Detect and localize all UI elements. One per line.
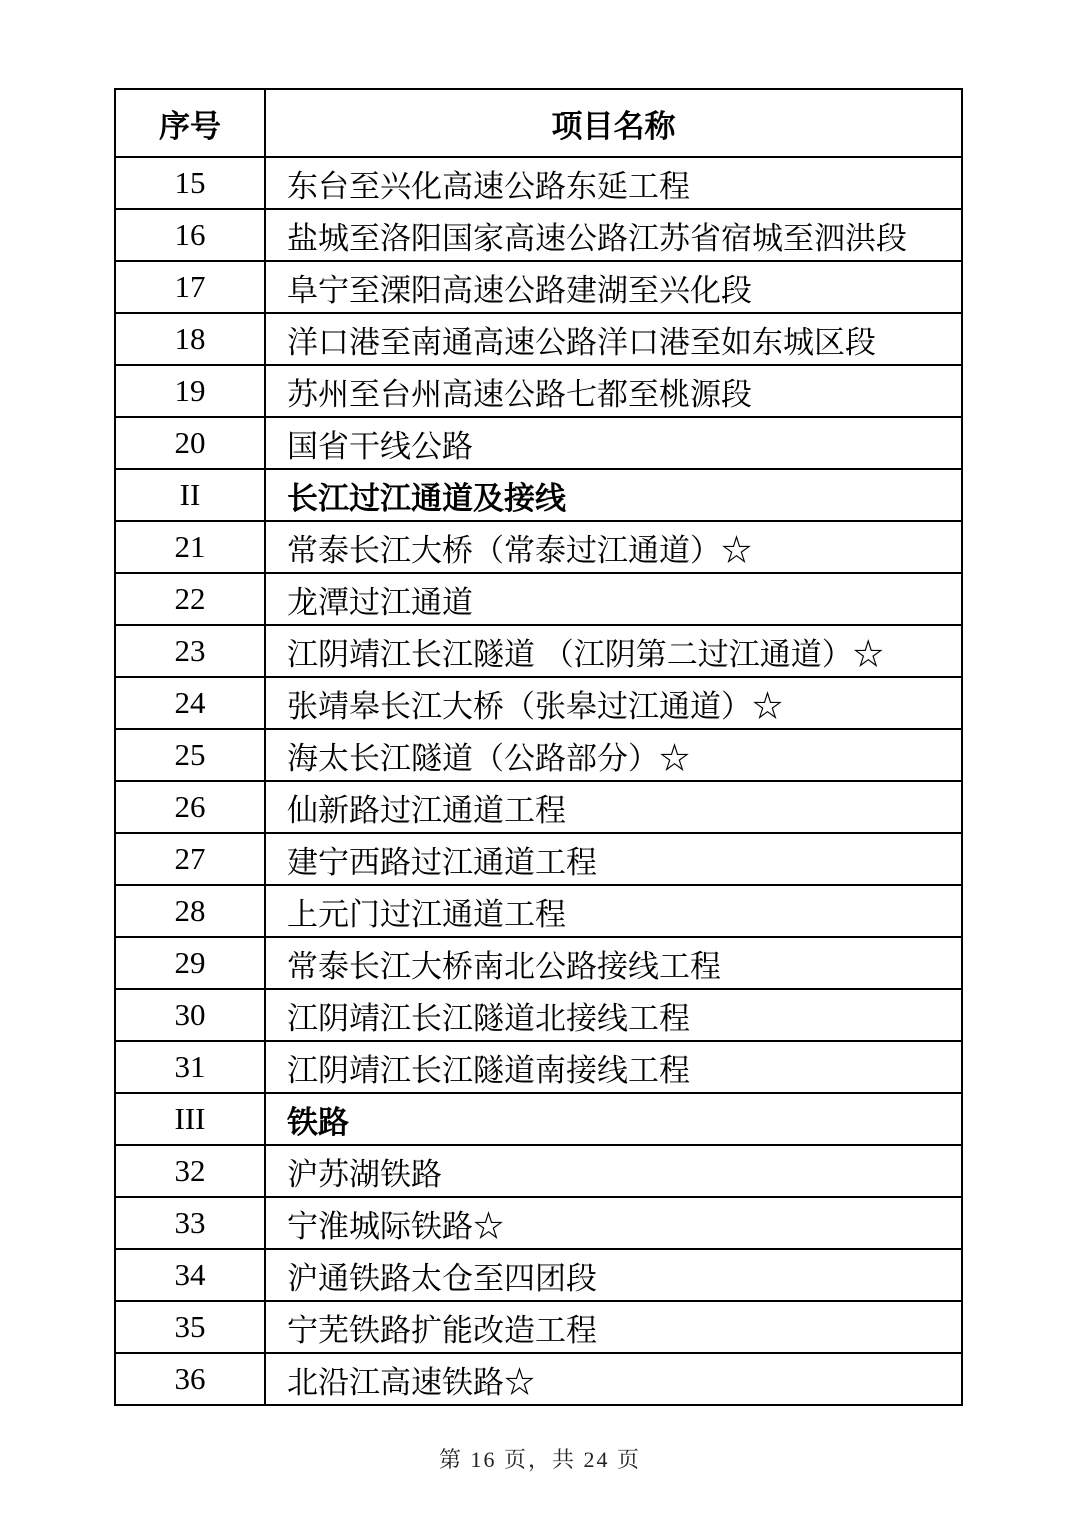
row-project-name: 阜宁至溧阳高速公路建湖至兴化段 <box>265 261 962 313</box>
table-row <box>115 1301 962 1353</box>
row-project-name: 海太长江隧道（公路部分）☆ <box>265 729 962 781</box>
row-serial-number: 28 <box>115 885 265 937</box>
table-row <box>115 521 962 573</box>
row-serial-number: 24 <box>115 677 265 729</box>
table-row <box>115 885 962 937</box>
row-serial-number: 32 <box>115 1145 265 1197</box>
column-header-project-name: 项目名称 <box>265 89 962 157</box>
row-serial-number: 20 <box>115 417 265 469</box>
row-project-name: 沪苏湖铁路 <box>265 1145 962 1197</box>
table-row <box>115 1093 962 1145</box>
project-table-body <box>115 157 962 1405</box>
row-project-name: 北沿江高速铁路☆ <box>265 1353 962 1405</box>
row-serial-number: 15 <box>115 157 265 209</box>
table-row <box>115 1145 962 1197</box>
row-project-name: 建宁西路过江通道工程 <box>265 833 962 885</box>
table-row <box>115 781 962 833</box>
table-row <box>115 1249 962 1301</box>
table-row <box>115 365 962 417</box>
table-row <box>115 833 962 885</box>
table-row <box>115 625 962 677</box>
table-row <box>115 729 962 781</box>
row-project-name: 龙潭过江通道 <box>265 573 962 625</box>
table-row <box>115 157 962 209</box>
row-project-name: 盐城至洛阳国家高速公路江苏省宿城至泗洪段 <box>265 209 962 261</box>
column-header-serial-number: 序号 <box>115 89 265 157</box>
row-serial-number: 31 <box>115 1041 265 1093</box>
row-serial-number: 33 <box>115 1197 265 1249</box>
table-row <box>115 209 962 261</box>
table-row <box>115 417 962 469</box>
page-number-footer: 第 16 页，共 24 页 <box>438 1447 641 1472</box>
table-row <box>115 261 962 313</box>
row-project-name: 江阴靖江长江隧道 （江阴第二过江通道）☆ <box>265 625 962 677</box>
row-project-name: 宁淮城际铁路☆ <box>265 1197 962 1249</box>
row-serial-number: 27 <box>115 833 265 885</box>
table-row <box>115 937 962 989</box>
row-project-name: 常泰长江大桥南北公路接线工程 <box>265 937 962 989</box>
row-project-name: 铁路 <box>265 1093 962 1145</box>
header-row <box>115 89 962 157</box>
row-serial-number: 18 <box>115 313 265 365</box>
row-serial-number: 34 <box>115 1249 265 1301</box>
row-serial-number: 23 <box>115 625 265 677</box>
row-project-name: 长江过江通道及接线 <box>265 469 962 521</box>
project-table <box>114 88 963 1406</box>
row-serial-number: 25 <box>115 729 265 781</box>
row-serial-number: 29 <box>115 937 265 989</box>
table-row <box>115 573 962 625</box>
row-serial-number: 36 <box>115 1353 265 1405</box>
table-row <box>115 1197 962 1249</box>
row-project-name: 洋口港至南通高速公路洋口港至如东城区段 <box>265 313 962 365</box>
table-row <box>115 469 962 521</box>
row-project-name: 苏州至台州高速公路七都至桃源段 <box>265 365 962 417</box>
row-serial-number: 17 <box>115 261 265 313</box>
table-row <box>115 989 962 1041</box>
row-project-name: 国省干线公路 <box>265 417 962 469</box>
row-serial-number: 19 <box>115 365 265 417</box>
table-row <box>115 313 962 365</box>
row-project-name: 张靖皋长江大桥（张皋过江通道）☆ <box>265 677 962 729</box>
project-table-header <box>115 89 962 157</box>
row-project-name: 仙新路过江通道工程 <box>265 781 962 833</box>
row-project-name: 东台至兴化高速公路东延工程 <box>265 157 962 209</box>
row-project-name: 上元门过江通道工程 <box>265 885 962 937</box>
table-row <box>115 677 962 729</box>
table-row <box>115 1041 962 1093</box>
row-project-name: 常泰长江大桥（常泰过江通道）☆ <box>265 521 962 573</box>
row-serial-number: 26 <box>115 781 265 833</box>
row-serial-number: III <box>115 1093 265 1145</box>
row-serial-number: II <box>115 469 265 521</box>
row-serial-number: 35 <box>115 1301 265 1353</box>
row-project-name: 江阴靖江长江隧道南接线工程 <box>265 1041 962 1093</box>
table-row <box>115 1353 962 1405</box>
row-project-name: 宁芜铁路扩能改造工程 <box>265 1301 962 1353</box>
row-serial-number: 22 <box>115 573 265 625</box>
row-serial-number: 21 <box>115 521 265 573</box>
row-serial-number: 30 <box>115 989 265 1041</box>
row-project-name: 江阴靖江长江隧道北接线工程 <box>265 989 962 1041</box>
row-project-name: 沪通铁路太仓至四团段 <box>265 1249 962 1301</box>
row-serial-number: 16 <box>115 209 265 261</box>
